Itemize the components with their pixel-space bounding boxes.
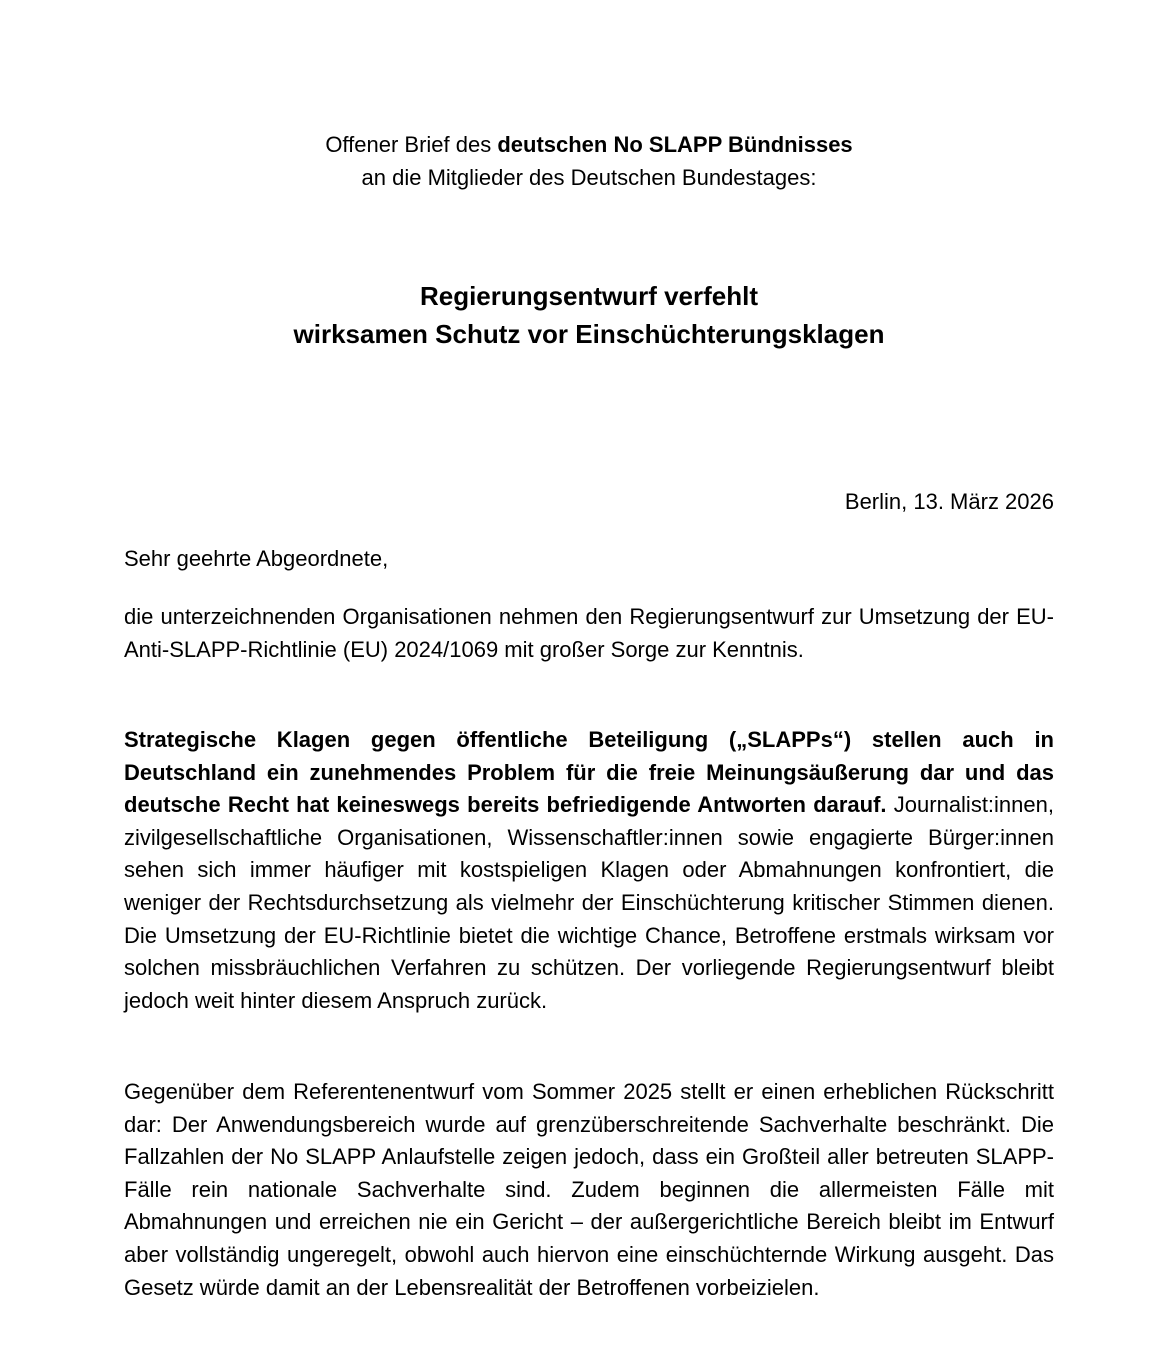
salutation: Sehr geehrte Abgeordnete, bbox=[124, 546, 389, 571]
alliance-name: deutschen No SLAPP Bündnisses bbox=[497, 132, 853, 157]
paragraph-2-text: Journalist:innen, zivilgesellschaftliche Organisationen, Wissenschaftler:innen sowie engagierte Bürger:innen sehen sich immer häufiger mit kostspieligen Klagen oder Abmahnungen konfrontiert, die weniger der Rechtsdurchsetzung als vielmehr der Einschüchterung kritischer Stimmen dienen. Die Umsetzung der EU-Richtlinie bietet die wichtige Chance, Betroffene erstmals wirksam vor solchen missbräuchlichen Verfahren zu schützen. Der vorliegende Regierungsentwurf bleibt jedoch weit hinter diesem Anspruch zurück. bbox=[124, 792, 1054, 1013]
letter-intro bbox=[124, 128, 1054, 194]
title-line-2: wirksamen Schutz vor Einschüchterungsklagen bbox=[293, 319, 885, 349]
paragraph-3 bbox=[124, 1076, 1054, 1304]
intro-line-2: an die Mitglieder des Deutschen Bundestages: bbox=[361, 165, 817, 190]
paragraph-1-text: die unterzeichnenden Organisationen nehmen den Regierungsentwurf zur Umsetzung der EU-Anti-SLAPP-Richtlinie (EU) 2024/1069 mit großer Sorge zur Kenntnis. bbox=[124, 604, 1054, 662]
intro-prefix: Offener Brief des bbox=[325, 132, 498, 157]
intro-line-1 bbox=[124, 128, 1054, 161]
paragraph-2 bbox=[124, 724, 1054, 1017]
title-line-1: Regierungsentwurf verfehlt bbox=[419, 281, 759, 311]
paragraph-2-bold-lead: Strategische Klagen gegen öffentliche Beteiligung („SLAPPs“) stellen auch in Deutschland ein zunehmendes Problem für die freie Meinungsäußerung dar und das deutsche Recht hat keineswegs bereits befriedigende Antworten darauf. bbox=[124, 727, 1054, 818]
paragraph-3-text: Gegenüber dem Referentenentwurf vom Sommer 2025 stellt er einen erheblichen Rückschritt dar: Der Anwendungsbereich wurde auf grenzüberschreitende Sachverhalte beschränkt. Die Fallzahlen der No SLAPP Anlaufstelle zeigen jedoch, dass ein Großteil aller betreuten SLAPP-Fälle rein nationale Sachverhalte sind. Zudem beginnen die allermeisten Fälle mit Abmahnungen und erreichen nie ein Gericht – der außergerichtliche Bereich bleibt im Entwurf aber vollständig ungeregelt, obwohl auch hiervon eine einschüchternde Wirkung ausgeht. Das Gesetz würde damit an der Lebensrealität der Betroffenen vorbeizielen. bbox=[124, 1079, 1054, 1300]
paragraph-1 bbox=[124, 601, 1054, 666]
letter-title bbox=[124, 277, 1054, 353]
place-date: Berlin, 13. März 2026 bbox=[844, 489, 1054, 514]
